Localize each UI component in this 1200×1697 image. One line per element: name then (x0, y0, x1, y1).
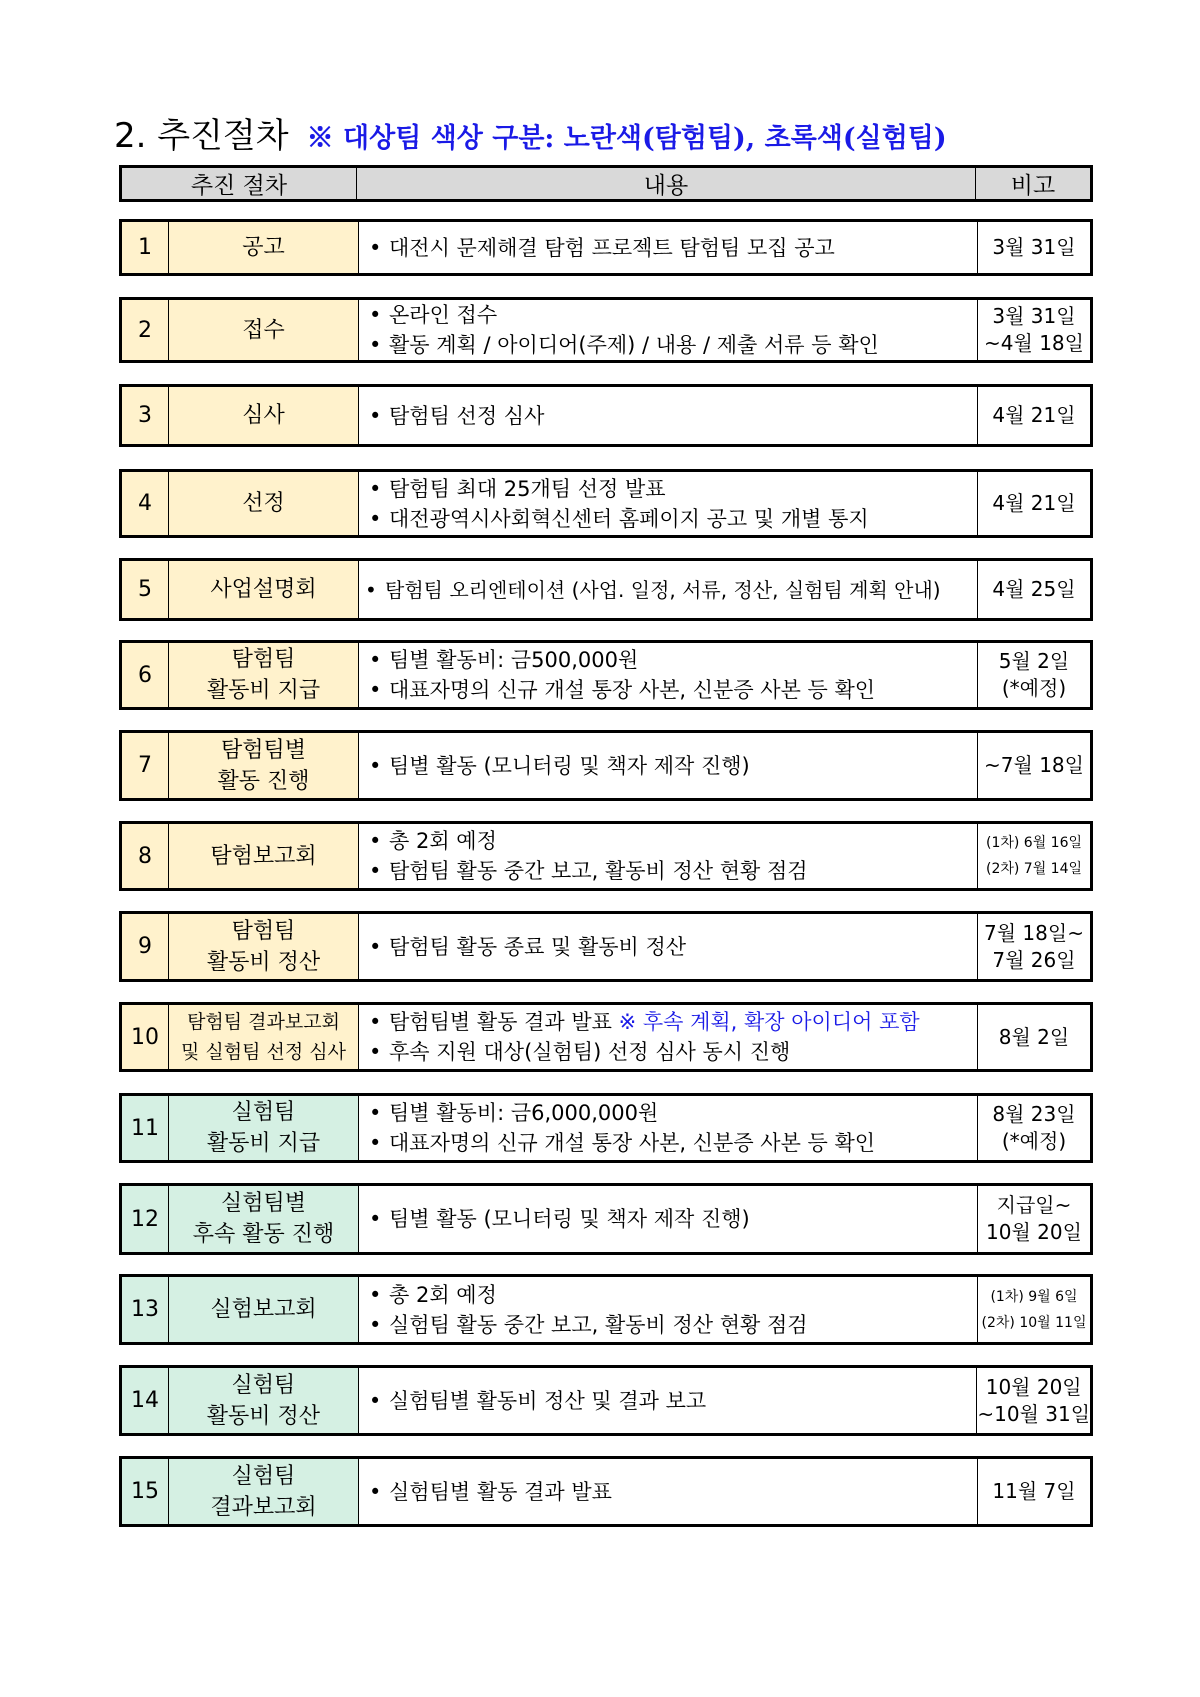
row-step-line: 실험팀 (231, 1100, 296, 1125)
row-step (169, 1186, 359, 1252)
row-step-line: 활동비 지급 (206, 1131, 321, 1156)
content-text: 탐험팀 오리엔테이션 (사업. 일정, 서류, 정산, 실험팀 계획 안내) (385, 577, 941, 602)
row-step-line: 공고 (242, 235, 285, 260)
header-note: 비고 (1010, 173, 1056, 199)
bullet-icon: • (369, 1010, 382, 1034)
content-line (369, 401, 977, 431)
content-line (369, 504, 977, 534)
note-line: 8월 23일 (992, 1102, 1076, 1126)
row-step (169, 387, 359, 444)
content-text: 총 2회 예정 (389, 1282, 497, 1307)
content-text: 탐험팀 활동 종료 및 활동비 정산 (389, 934, 687, 959)
row-content (359, 387, 978, 444)
content-line (369, 932, 977, 962)
content-line (369, 645, 977, 675)
row-step-line: 심사 (242, 403, 285, 428)
table-row (119, 1456, 1093, 1527)
row-step-line: 및 실험팀 선정 심사 (181, 1041, 346, 1063)
bullet-icon: • (369, 476, 382, 501)
row-step-line: 실험팀 (231, 1372, 296, 1398)
note-line: 11월 7일 (992, 1479, 1076, 1503)
table-row (119, 297, 1093, 363)
table-row (119, 1274, 1093, 1345)
bullet-icon: • (369, 1282, 382, 1307)
content-text: 대전광역시사회혁신센터 홈페이지 공고 및 개별 통지 (389, 506, 869, 531)
table-row (119, 219, 1093, 276)
content-line (369, 1204, 977, 1234)
content-line (369, 300, 977, 330)
bullet-icon: • (369, 678, 382, 702)
row-step-line: 실험보고회 (210, 1297, 317, 1322)
row-number: 1 (122, 222, 169, 273)
header-step: 추진 절차 (122, 168, 357, 199)
content-line (369, 826, 977, 856)
note-line: 10월 20일 (986, 1220, 1082, 1244)
row-note (978, 561, 1090, 618)
bullet-icon: • (369, 403, 382, 428)
content-line (369, 1310, 977, 1340)
table-header (119, 165, 1093, 202)
row-step-line: 탐험팀 (231, 647, 296, 672)
row-step-line: 탐험팀별 (220, 737, 306, 763)
row-step (169, 561, 359, 618)
row-number: 12 (122, 1186, 169, 1252)
row-number: 8 (122, 824, 169, 888)
note-line: 5월 2일 (998, 649, 1070, 673)
content-text: 팀별 활동비: 금500,000원 (389, 648, 639, 672)
table-row (119, 640, 1093, 710)
row-content (359, 643, 978, 707)
content-text: 탐험팀별 활동 결과 발표 (389, 1010, 612, 1034)
note-line: (*예정) (1001, 1129, 1067, 1153)
bullet-icon: • (369, 829, 382, 853)
content-line (369, 233, 977, 263)
note-line: 4월 21일 (992, 491, 1076, 515)
content-text: 팀별 활동 (모니터링 및 책자 제작 진행) (389, 753, 750, 778)
note-line: ~10월 31일 (977, 1401, 1091, 1426)
content-line (369, 751, 977, 781)
note-line: 10월 20일 (985, 1374, 1082, 1399)
row-content (359, 1096, 978, 1160)
table-row (119, 1002, 1093, 1072)
row-step-line: 사업설명회 (210, 577, 317, 602)
table-row (119, 558, 1093, 621)
row-step (169, 300, 359, 360)
content-line (369, 1386, 977, 1416)
table-row (119, 730, 1093, 801)
row-number: 14 (122, 1368, 169, 1433)
row-step (169, 824, 359, 888)
row-number: 2 (122, 300, 169, 360)
bullet-icon: • (369, 1131, 382, 1155)
bullet-icon: • (369, 1479, 382, 1504)
row-note (978, 1005, 1090, 1069)
bullet-icon: • (368, 1388, 382, 1413)
bullet-icon: • (369, 1040, 382, 1064)
row-note (978, 824, 1090, 888)
row-number: 5 (122, 561, 169, 618)
row-step (169, 733, 359, 798)
note-line: ~7월 18일 (984, 753, 1084, 777)
row-note (978, 1277, 1090, 1342)
row-step (169, 1459, 359, 1524)
row-content (359, 1459, 978, 1524)
content-line (369, 1037, 977, 1067)
row-step-line: 결과보고회 (210, 1494, 317, 1520)
row-note (978, 733, 1090, 798)
bullet-icon: • (369, 235, 382, 260)
content-text: 대전시 문제해결 탐험 프로젝트 탐험팀 모집 공고 (389, 235, 835, 260)
table-row (119, 1183, 1093, 1255)
note-line: (1차) 6월 16일 (985, 835, 1083, 851)
row-step-line: 탐험팀 (231, 918, 296, 944)
table-row (119, 469, 1093, 538)
content-line (369, 1280, 977, 1310)
content-text: 실험팀별 활동비 정산 및 결과 보고 (388, 1388, 707, 1413)
content-line (369, 856, 977, 886)
row-content (359, 472, 978, 535)
row-step (169, 1096, 359, 1160)
row-step-line: 활동비 정산 (206, 1403, 321, 1429)
row-content (359, 914, 978, 979)
row-note (978, 1096, 1090, 1160)
content-text: 총 2회 예정 (389, 829, 497, 853)
content-text: 탐험팀 활동 중간 보고, 활동비 정산 현황 점검 (389, 859, 808, 883)
bullet-icon: • (369, 1207, 382, 1231)
row-number: 13 (122, 1277, 169, 1342)
section-title (114, 108, 947, 158)
content-line (369, 675, 977, 705)
row-number: 3 (122, 387, 169, 444)
row-step-line: 탐험팀 결과보고회 (187, 1011, 340, 1033)
row-content (359, 222, 978, 273)
table-row (119, 384, 1093, 447)
content-text: 대표자명의 신규 개설 통장 사본, 신분증 사본 등 확인 (389, 1131, 876, 1155)
content-text: 팀별 활동 (모니터링 및 책자 제작 진행) (389, 1207, 750, 1231)
note-line: ~4월 18일 (984, 331, 1084, 355)
row-step-line: 실험팀 (231, 1463, 296, 1489)
row-note (978, 1186, 1090, 1252)
bullet-icon: • (369, 1101, 382, 1125)
row-number: 9 (122, 914, 169, 979)
row-step (169, 1005, 359, 1069)
row-note (978, 300, 1090, 360)
table-row (119, 1093, 1093, 1163)
content-text: 후속 지원 대상(실험팀) 선정 심사 동시 진행 (389, 1040, 791, 1064)
bullet-icon: • (365, 577, 377, 602)
content-text: 온라인 접수 (389, 303, 498, 327)
content-text: 실험팀 활동 중간 보고, 활동비 정산 현황 점검 (389, 1312, 808, 1337)
row-step (169, 914, 359, 979)
note-line: (2차) 7월 14일 (985, 861, 1083, 877)
content-highlight: ※ 후속 계획, 확장 아이디어 포함 (618, 1010, 920, 1034)
row-note (978, 914, 1090, 979)
note-line: 7월 18일~ (984, 920, 1084, 945)
row-content (359, 1005, 978, 1069)
content-text: 실험팀별 활동 결과 발표 (389, 1479, 612, 1504)
bullet-icon: • (369, 1312, 382, 1337)
row-note (978, 387, 1090, 444)
row-content (359, 1186, 978, 1252)
content-line (365, 575, 977, 605)
note-line: 4월 21일 (992, 403, 1076, 427)
row-content (359, 1277, 978, 1342)
row-note (978, 1459, 1090, 1524)
row-number: 15 (122, 1459, 169, 1524)
row-number: 4 (122, 472, 169, 535)
title-main: 2. 추진절차 (114, 116, 289, 156)
content-text: 대표자명의 신규 개설 통장 사본, 신분증 사본 등 확인 (389, 678, 876, 702)
note-line: 8월 2일 (998, 1024, 1070, 1049)
note-line: 3월 31일 (992, 304, 1076, 328)
row-content (359, 824, 978, 888)
row-step (169, 222, 359, 273)
title-color-note: ※ 대상팀 색상 구분: 노란색(탐험팀), 초록색(실험팀) (306, 123, 947, 154)
note-line: (*예정) (1001, 676, 1067, 700)
header-content: 내용 (357, 168, 976, 199)
content-line (369, 1098, 977, 1128)
content-text: 팀별 활동비: 금6,000,000원 (389, 1101, 659, 1125)
note-line: 지급일~ (996, 1193, 1072, 1217)
bullet-icon: • (369, 859, 382, 883)
note-line: (1차) 9월 6일 (990, 1288, 1078, 1305)
row-step (169, 643, 359, 707)
row-step-line: 활동 진행 (217, 768, 310, 794)
row-step-line: 선정 (242, 491, 285, 516)
row-step (169, 1368, 359, 1433)
row-note (978, 643, 1090, 707)
row-note (977, 1368, 1090, 1433)
row-number: 11 (122, 1096, 169, 1160)
row-number: 7 (122, 733, 169, 798)
note-line: (2차) 10월 11일 (981, 1314, 1087, 1331)
table-row (119, 1365, 1093, 1436)
bullet-icon: • (369, 753, 382, 778)
row-number: 6 (122, 643, 169, 707)
row-step (169, 1277, 359, 1342)
note-line: 4월 25일 (992, 577, 1076, 601)
table-row (119, 821, 1093, 891)
content-text: 탐험팀 최대 25개팀 선정 발표 (389, 476, 666, 501)
bullet-icon: • (369, 303, 382, 327)
bullet-icon: • (369, 934, 382, 959)
row-content (359, 733, 978, 798)
row-step-line: 탐험보고회 (210, 843, 317, 869)
content-line (369, 1128, 977, 1158)
row-step-line: 후속 활동 진행 (192, 1222, 335, 1247)
content-text: 탐험팀 선정 심사 (389, 403, 545, 428)
row-content (359, 561, 978, 618)
bullet-icon: • (369, 333, 382, 357)
row-step-line: 접수 (242, 317, 285, 343)
row-note (978, 472, 1090, 535)
bullet-icon: • (369, 648, 382, 672)
content-line (369, 330, 977, 360)
content-line (369, 1477, 977, 1507)
content-text: 활동 계획 / 아이디어(주제) / 내용 / 제출 서류 등 확인 (389, 333, 879, 357)
row-step-line: 활동비 정산 (206, 949, 321, 975)
row-number: 10 (122, 1005, 169, 1069)
row-step-line: 활동비 지급 (206, 678, 321, 703)
row-content (359, 300, 978, 360)
content-line (369, 1007, 977, 1037)
row-step (169, 472, 359, 535)
bullet-icon: • (369, 506, 382, 531)
row-content (359, 1368, 978, 1433)
table-row (119, 911, 1093, 982)
row-step-line: 실험팀별 (220, 1191, 306, 1216)
row-note (978, 222, 1090, 273)
content-line (369, 474, 977, 504)
note-line: 7월 26일 (992, 947, 1076, 972)
note-line: 3월 31일 (992, 235, 1076, 259)
